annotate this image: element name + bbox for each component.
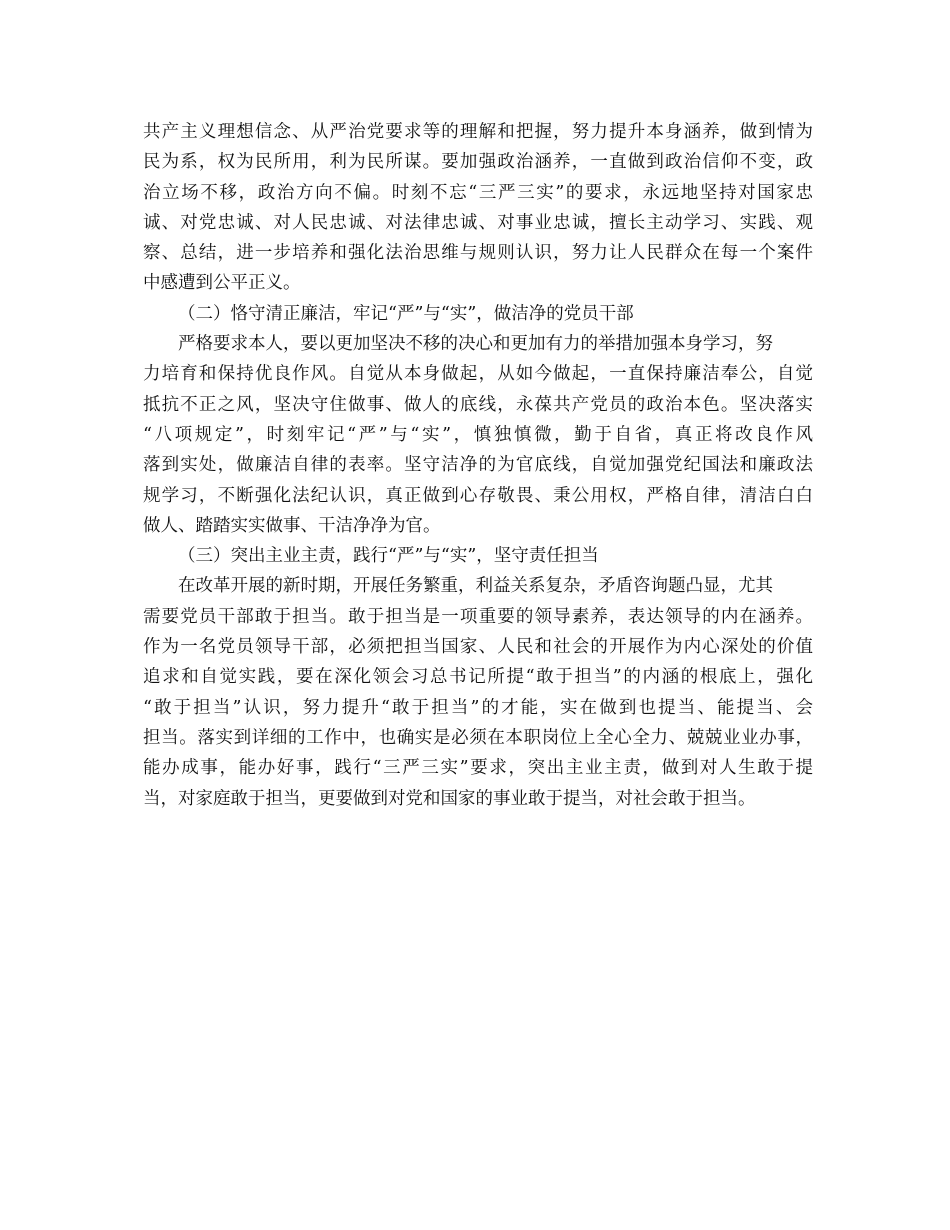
text-line: 共产主义理想信念、从严治党要求等的理解和把握，努力提升本身涵养，做到情为: [143, 122, 813, 142]
text-line: 担当。落实到详细的工作中，也确实是必须在本职岗位上全心全力、兢兢业业办事，: [143, 727, 813, 748]
text-line: 中感遭到公平正义。: [143, 273, 301, 294]
text-line: 能办成事，能办好事，践行“三严三实”要求，突出主业主责，做到对人生敢于提: [143, 758, 813, 779]
text-line: 诚、对党忠诚、对人民忠诚、对法律忠诚、对事业忠诚，擅长主动学习、实践、观: [143, 212, 813, 233]
paragraph-1: [143, 117, 813, 299]
text-line: 严格要求本人，要以更加坚决不移的决心和更加有力的举措加强本身学习，努: [178, 334, 773, 355]
text-line: “敢于担当”认识，努力提升“敢于担当”的才能，实在做到也提当、能提当、会: [143, 697, 813, 718]
text-line: 做人、踏踏实实做事、干洁净净为官。: [143, 515, 441, 536]
text-line: 落到实处，做廉洁自律的表率。坚守洁净的为官底线，自觉加强党纪国法和廉政法: [143, 455, 813, 476]
paragraph-3: [143, 571, 813, 813]
text-line: 民为系，权为民所用，利为民所谋。要加强政治涵养，一直做到政治信仰不变，政: [143, 152, 813, 173]
text-line: 规学习，不断强化法纪认识，真正做到心存敬畏、秉公用权，严格自律，清洁白白: [143, 485, 813, 506]
text-line: 治立场不移，政治方向不偏。时刻不忘“三严三实”的要求，永远地坚持对国家忠: [143, 182, 813, 203]
document-body: [143, 117, 813, 814]
section-heading-3: （三）突出主业主责，践行“严”与“实”，坚守责任担当: [178, 546, 599, 567]
text-line: 作为一名党员领导干部，必须把担当国家、人民和社会的开展作为内心深处的价值: [143, 637, 813, 658]
text-line: 在改革开展的新时期，开展任务繁重，利益关系复杂，矛盾咨询题凸显，尤其: [178, 576, 773, 597]
paragraph-2: [143, 329, 813, 541]
section-heading-2: （二）恪守清正廉洁，牢记“严”与“实”，做洁净的党员干部: [178, 303, 634, 324]
text-line: “八项规定”，时刻牢记“严”与“实”，慎独慎微，勤于自省，真正将改良作风: [143, 424, 813, 445]
text-line: 察、总结，进一步培养和强化法治思维与规则认识，努力让人民群众在每一个案件: [143, 243, 813, 264]
text-line: 当，对家庭敢于担当，更要做到对党和国家的事业敢于提当，对社会敢于担当。: [143, 788, 756, 809]
text-line: 追求和自觉实践，要在深化领会习总书记所提“敢于担当”的内涵的根底上，强化: [143, 667, 813, 688]
text-line: 抵抗不正之风，坚决守住做事、做人的底线，永葆共产党员的政治本色。坚决落实: [143, 394, 813, 415]
text-line: 需要党员干部敢于担当。敢于担当是一项重要的领导素养，表达领导的内在涵养。: [143, 606, 813, 627]
text-line: 力培育和保持优良作风。自觉从本身做起，从如今做起，一直保持廉洁奉公，自觉: [143, 364, 813, 385]
